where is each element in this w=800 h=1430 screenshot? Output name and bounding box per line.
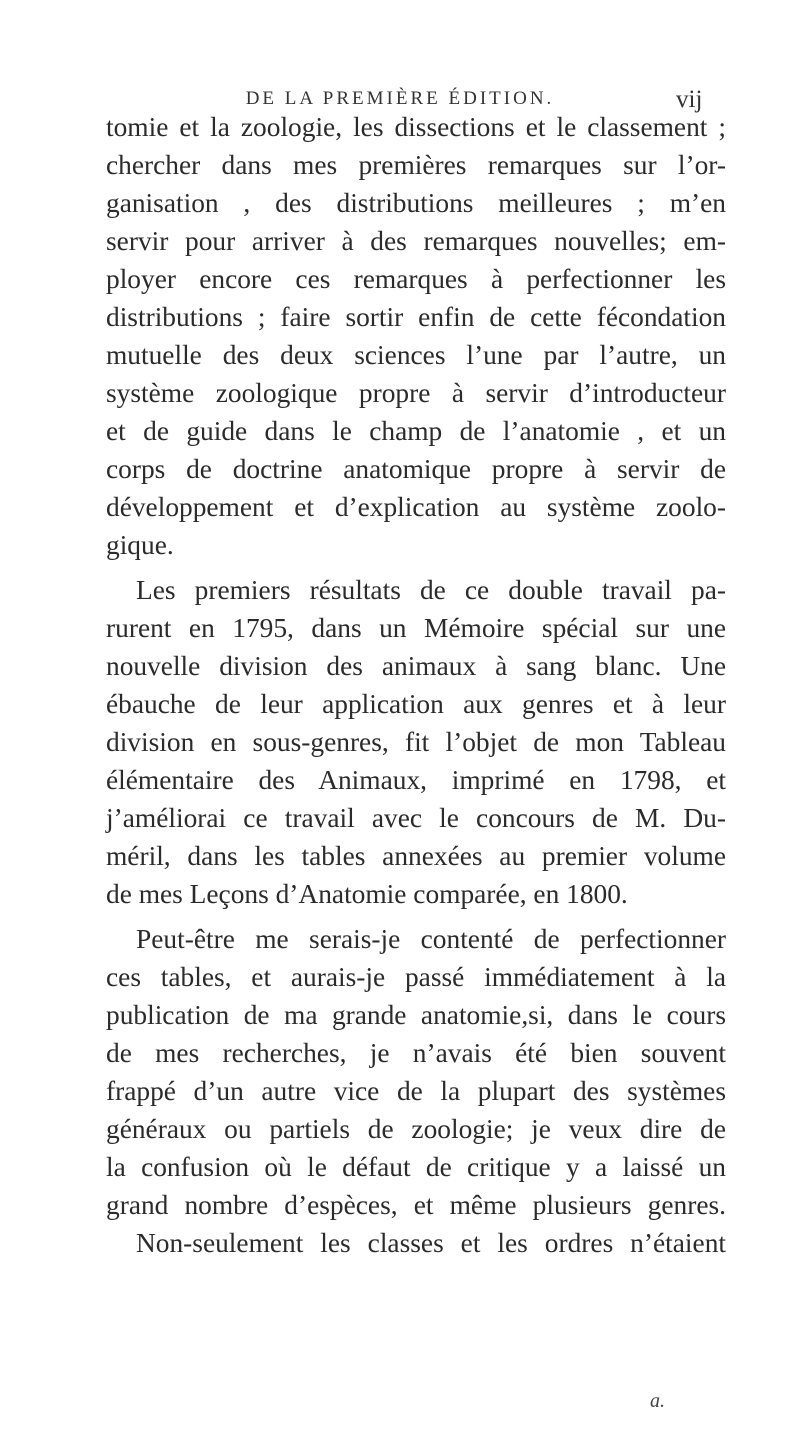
signature-mark: a. <box>650 1390 665 1412</box>
text-line: méril, dans les tables annexées au premier volume <box>106 841 726 871</box>
text-line: de mes Leçons d’Anatomie comparée, en 1800. <box>106 879 628 909</box>
text-line: généraux ou partiels de zoologie; je veux dire de <box>106 1114 726 1144</box>
text-line: distributions ; faire sortir enfin de cette fécondation <box>106 302 726 332</box>
text-line: servir pour arriver à des remarques nouvelles; em- <box>106 226 726 256</box>
page-number: vij <box>676 86 703 113</box>
text-line: développement et d’explication au système zoolo- <box>106 492 726 522</box>
text-line: ébauche de leur application aux genres et à leur <box>106 689 726 719</box>
text-line: ces tables, et aurais-je passé immédiatement à la <box>106 962 726 992</box>
text-line: gique. <box>106 530 174 560</box>
text-line: corps de doctrine anatomique propre à servir de <box>106 454 726 484</box>
text-line: système zoologique propre à servir d’introducteur <box>106 378 726 408</box>
text-line: élémentaire des Animaux, imprimé en 1798, et <box>106 765 726 795</box>
text-line: frappé d’un autre vice de la plupart des systèmes <box>106 1076 726 1106</box>
text-line: de mes recherches, je n’avais été bien souvent <box>106 1038 726 1068</box>
text-line: publication de ma grande anatomie,si, dans le cours <box>106 1000 726 1030</box>
text-line: nouvelle division des animaux à sang blanc. Une <box>106 651 726 681</box>
text-line: mutuelle des deux sciences l’une par l’autre, un <box>106 340 726 370</box>
text-line: tomie et la zoologie, les dissections et le classement ; <box>106 112 726 142</box>
text-line: rurent en 1795, dans un Mémoire spécial sur une <box>106 613 726 643</box>
text-line: Non-seulement les classes et les ordres n’étaient <box>136 1228 726 1258</box>
text-line: chercher dans mes premières remarques sur l’or- <box>106 150 726 180</box>
running-head: DE LA PREMIÈRE ÉDITION. <box>245 88 555 109</box>
text-line: la confusion où le défaut de critique y a laissé un <box>106 1152 726 1182</box>
text-line: et de guide dans le champ de l’anatomie , et un <box>106 416 726 446</box>
text-line: ganisation , des distributions meilleures ; m’en <box>106 188 726 218</box>
paragraph-start-line: Les premiers résultats de ce double travail pa- <box>136 575 726 605</box>
text-line: grand nombre d’espèces, et même plusieurs genres. <box>106 1190 726 1220</box>
paragraph-start-line: Peut-être me serais-je contenté de perfectionner <box>136 924 726 954</box>
text-line: division en sous-genres, fit l’objet de mon Tableau <box>106 727 726 757</box>
text-line: j’améliorai ce travail avec le concours de M. Du- <box>106 803 726 833</box>
text-line: ployer encore ces remarques à perfectionner les <box>106 264 726 294</box>
